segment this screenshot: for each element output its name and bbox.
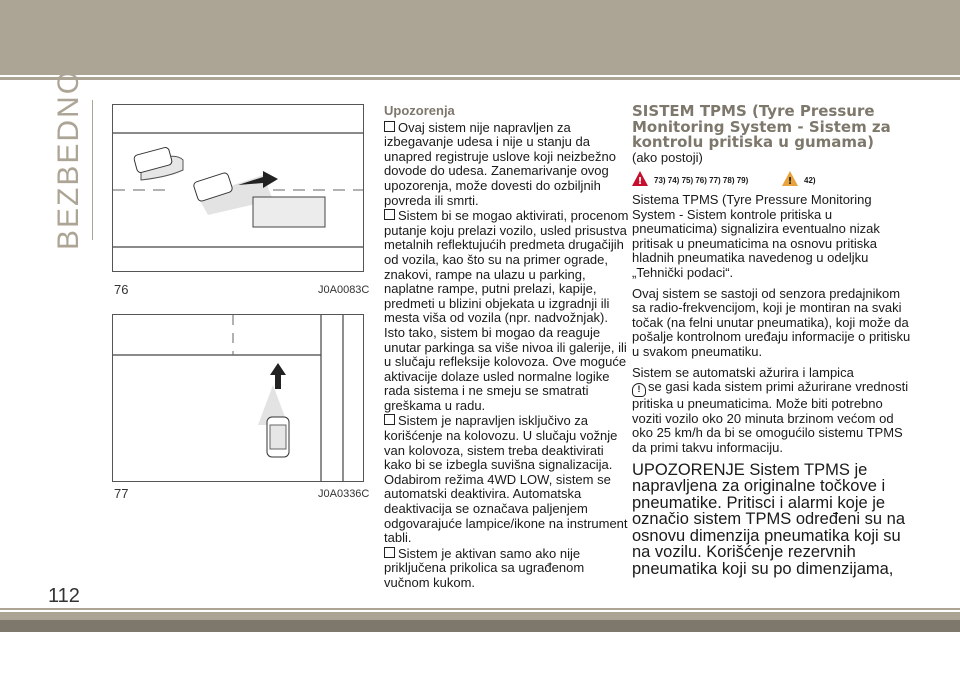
warning-text: Ovaj sistem nije napravljen za izbegavanje udesa i nije u stanju da unapred registruje uslove koji neizbežno dovode do udesa. Zanemarivanje ovog upozorenja, može dovesti do ozbiljnih povreda ili smrti. bbox=[384, 119, 616, 208]
tpms-refs-b: 42) bbox=[804, 176, 816, 186]
warning-item bbox=[384, 547, 632, 591]
section-label-text: BEZBEDNOST bbox=[52, 26, 85, 250]
warning-text: Sistem je napravljen isključivo za korišćenje na kolovozu. U slučaju vožnje van kolovoza, sistem treba deaktivirati kako bi se izbegla suvišna signalizacija. Odabirom režima 4WD LOW, sistem se automatski deaktivira. Automatska deaktivacija se označava paljenjem odgovarajuće lampice/ikone na instrument tabli. bbox=[384, 413, 628, 546]
top-band bbox=[0, 0, 960, 75]
warning-text: Sistem je aktivan samo ako nije priključena prikolica sa ugrađenom vučnom kukom. bbox=[384, 545, 585, 590]
bullet-box-icon bbox=[384, 547, 395, 558]
svg-text:!: ! bbox=[787, 176, 793, 187]
figure-77-illustration bbox=[113, 315, 363, 481]
page-number: 112 bbox=[48, 585, 80, 607]
top-rule bbox=[0, 77, 960, 80]
figure-76-number: 76 bbox=[114, 282, 129, 297]
bullet-box-icon bbox=[384, 121, 395, 132]
svg-text:!: ! bbox=[637, 176, 643, 187]
tpms-paragraph-3b: se gasi kada sistem primi ažurirane vrednosti pritiska u pneumaticima. Može biti potrebno voziti vozilo oko 20 minuta brzinom većom od oko 25 km/h da bi se omogućilo sistemu TPMS da primi takvu informaciju. bbox=[632, 379, 909, 455]
figure-77 bbox=[112, 314, 364, 482]
bullet-box-icon bbox=[384, 414, 395, 425]
figure-77-code: J0A0336C bbox=[318, 488, 370, 500]
tpms-title: SISTEM TPMS (Tyre Pressure Monitoring System - Sistem za kontrolu pritiska u gumama) bbox=[632, 102, 891, 151]
tpms-paragraph-1: Sistema TPMS (Tyre Pressure Monitoring System - Sistem kontrole pritiska u pneumaticima) signalizira eventualno nizak pritisak u pneumaticima na osnovu pritiska hladnih pneumatika navedenog u odeljku „Tehnički podaci“. bbox=[632, 192, 880, 281]
warnings-column bbox=[384, 104, 632, 592]
tpms-warning-icon: ! bbox=[632, 383, 646, 397]
bullet-box-icon bbox=[384, 209, 395, 220]
figure-76-illustration bbox=[113, 105, 363, 271]
tpms-warning-paragraph: UPOZORENJE Sistem TPMS je napravljena za originalne točkove i pneumatike. Pritisci i alarmi koje je označio sistem TPMS određeni su na osnovu dimenzija pneumatika koji su na vozilu. Korišćenje rezervnih pneumatika koji su po dimenzijama, bbox=[632, 460, 905, 578]
warning-item bbox=[384, 414, 632, 545]
tpms-references bbox=[632, 171, 912, 193]
caution-triangle-icon bbox=[782, 171, 798, 186]
warning-text: Sistem bi se mogao aktivirati, procenom putanje koju prelazi vozilo, usled prisustva metalnih reflektujućih predmeta drugačijih od vozila, kao što su na primer ograde, znakovi, rampe na ulazu u parking, naplatne rampe, putni prelazi, kapije, predmeti u blizini objekata u izgradnji ili mesta viša od vozila (npr. nadvožnjak). Isto tako, sistem bi mogao da reaguje unutar parkinga sa više nivoa ili galerije, ili u slučaju refleksije kolovoza. Ove moguće aktivacije dolaze usled normalne logike rada sistema i ne smeju se smatrati greškama u radu. bbox=[384, 208, 629, 413]
warning-item bbox=[384, 209, 632, 413]
section-label bbox=[52, 26, 92, 250]
tpms-paragraph-3 bbox=[632, 366, 912, 456]
bottom-rule bbox=[0, 608, 960, 610]
tpms-paragraph-2: Ovaj sistem se sastoji od senzora predajnikom sa radio-frekvencijom, koji je montiran na svaki točak (na felni unutar pneumatika), koji može da pošalje kontrolnom uređaju informacije o pritisku u svakom pneumatiku. bbox=[632, 285, 911, 360]
section-rule bbox=[92, 100, 93, 240]
warning-item bbox=[384, 121, 632, 209]
warnings-title: Upozorenja bbox=[384, 103, 455, 118]
tpms-refs-a: 73) 74) 75) 76) 77) 78) 79) bbox=[654, 176, 749, 186]
figure-77-number: 77 bbox=[114, 486, 129, 501]
tpms-paragraph-3a: Sistem se automatski ažurira i lampica bbox=[632, 364, 854, 380]
figure-76 bbox=[112, 104, 364, 272]
bottom-band-dark bbox=[0, 620, 960, 632]
danger-triangle-icon bbox=[632, 171, 648, 186]
tpms-subtitle: (ako postoji) bbox=[632, 149, 703, 165]
figure-76-code: J0A0083C bbox=[318, 284, 370, 296]
tpms-column bbox=[632, 104, 912, 583]
